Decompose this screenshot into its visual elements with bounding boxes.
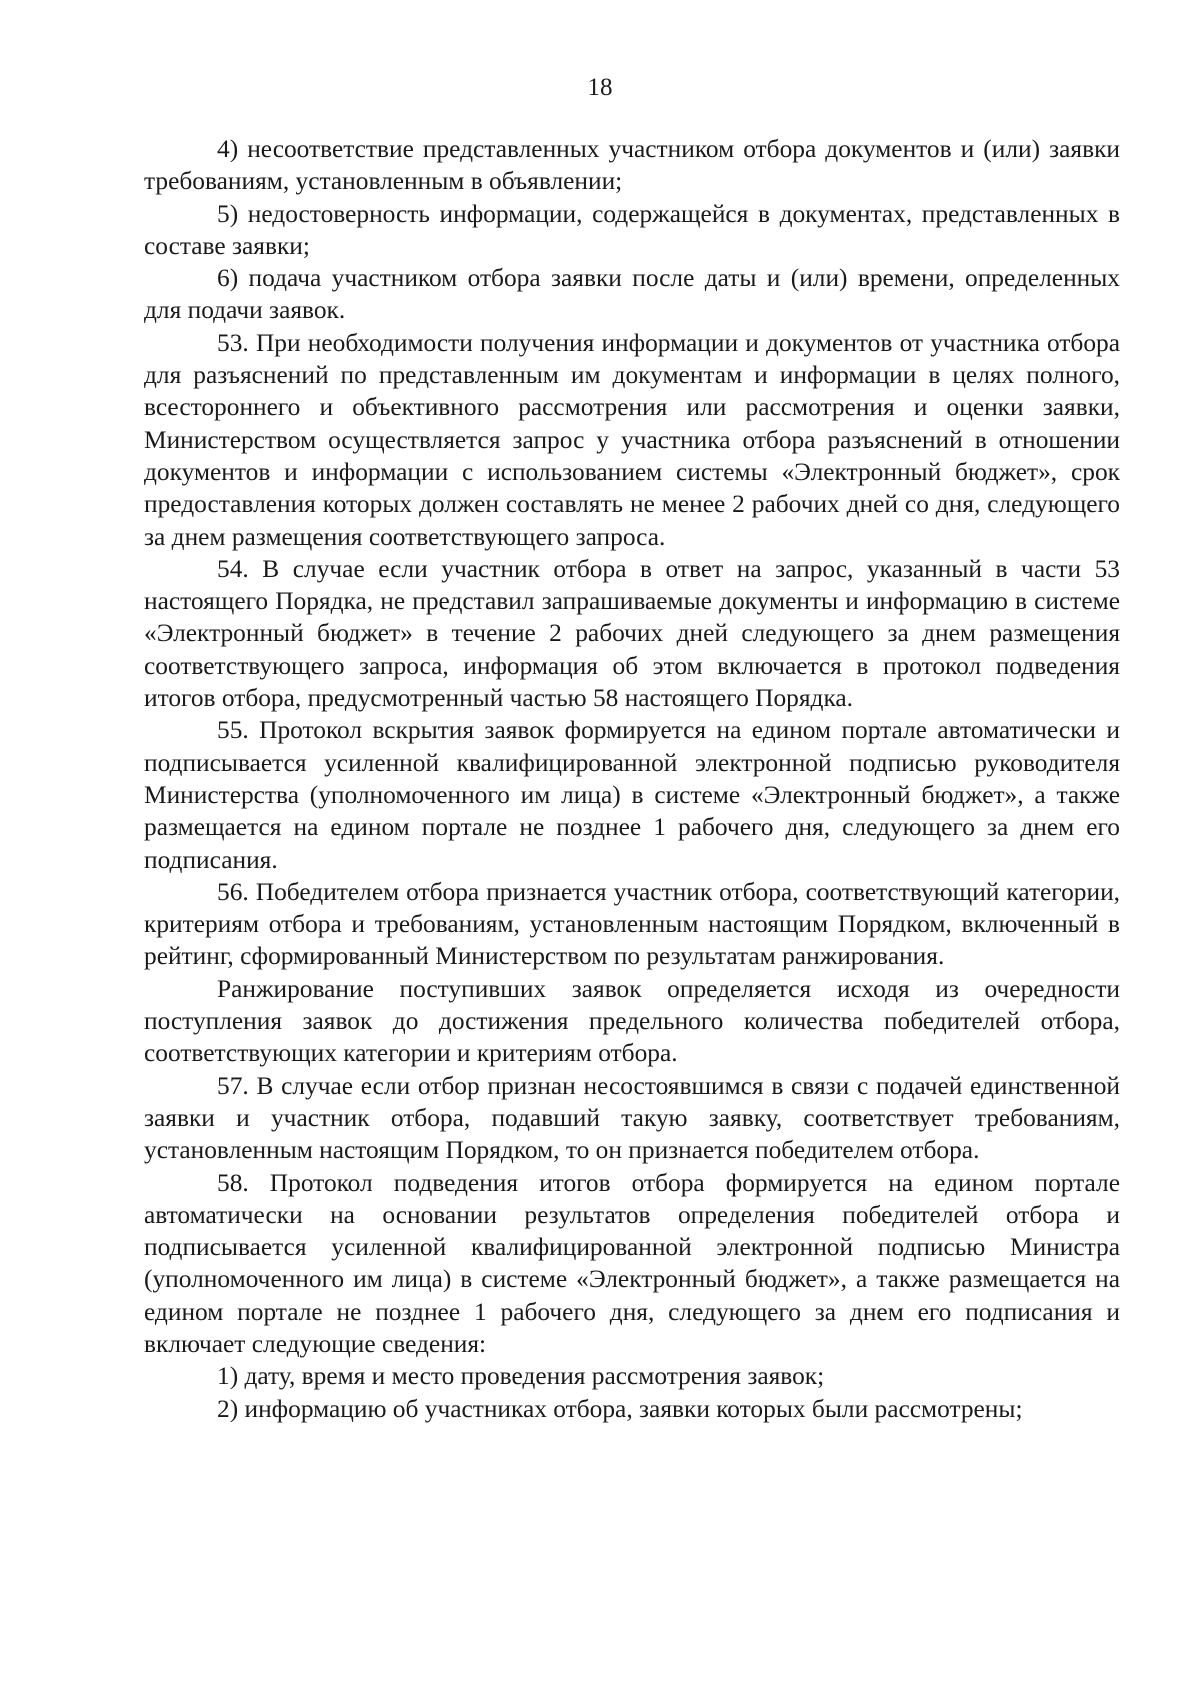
page-number: 18: [587, 74, 613, 101]
paragraph-53: 53. При необходимости получения информации и документов от участника отбора для разъяснений по представленным им документам и информации в целях полного, всестороннего и объективного рассмотрения или рассмотрения и оценки заявки, Министерством осуществляется запрос у участника отбора разъяснений в отношении документов и информации с использованием системы «Электронный бюджет», срок предоставления которых должен составлять не менее 2 рабочих дней со дня, следующего за днем размещения соответствующего запроса.: [144, 328, 1120, 551]
paragraph-item-5: 5) недостоверность информации, содержащейся в документах, представленных в составе заявки;: [144, 199, 1120, 260]
paragraph-54: 54. В случае если участник отбора в ответ на запрос, указанный в части 53 настоящего Порядка, не представил запрашиваемые документы и информацию в системе «Электронный бюджет» в течение 2 рабочих дней следующего за днем размещения соответствующего запроса, информация об этом включается в протокол подведения итогов отбора, предусмотренный частью 58 настоящего Порядка.: [144, 554, 1120, 713]
document-body: [144, 133, 1120, 1425]
paragraph-item-4: 4) несоответствие представленных участником отбора документов и (или) заявки требованиям, установленным в объявлении;: [144, 135, 1120, 196]
paragraph-58-item-2: 2) информацию об участниках отбора, заявки которых были рассмотрены;: [217, 1394, 1023, 1423]
paragraph-item-6: 6) подача участником отбора заявки после даты и (или) времени, определенных для подачи заявок.: [144, 264, 1120, 325]
paragraph-56-ranking: Ранжирование поступивших заявок определяется исходя из очередности поступления заявок до достижения предельного количества победителей отбора, соответствующих категории и критериям отбора.: [144, 974, 1120, 1068]
paragraph-58-item-1: 1) дату, время и место проведения рассмотрения заявок;: [217, 1362, 825, 1391]
paragraph-55: 55. Протокол вскрытия заявок формируется на едином портале автоматически и подписывается усиленной квалифицированной электронной подписью руководителя Министерства (уполномоченного им лица) в системе «Электронный бюджет», а также размещается на едином портале не позднее 1 рабочего дня, следующего за днем его подписания.: [144, 716, 1120, 874]
paragraph-58: 58. Протокол подведения итогов отбора формируется на едином портале автоматически на основании результатов определения победителей отбора и подписывается усиленной квалифицированной электронной подписью Министра (уполномоченного им лица) в системе «Электронный бюджет», а также размещается на едином портале не позднее 1 рабочего дня, следующего за днем его подписания и включает следующие сведения:: [144, 1168, 1120, 1358]
paragraph-56: 56. Победителем отбора признается участник отбора, соответствующий категории, критериям отбора и требованиям, установленным настоящим Порядком, включенный в рейтинг, сформированный Министерством по результатам ранжирования.: [144, 877, 1120, 971]
paragraph-57: 57. В случае если отбор признан несостоявшимся в связи с подачей единственной заявки и участник отбора, подавший такую заявку, соответствует требованиям, установленным настоящим Порядком, то он признается победителем отбора.: [144, 1071, 1120, 1165]
